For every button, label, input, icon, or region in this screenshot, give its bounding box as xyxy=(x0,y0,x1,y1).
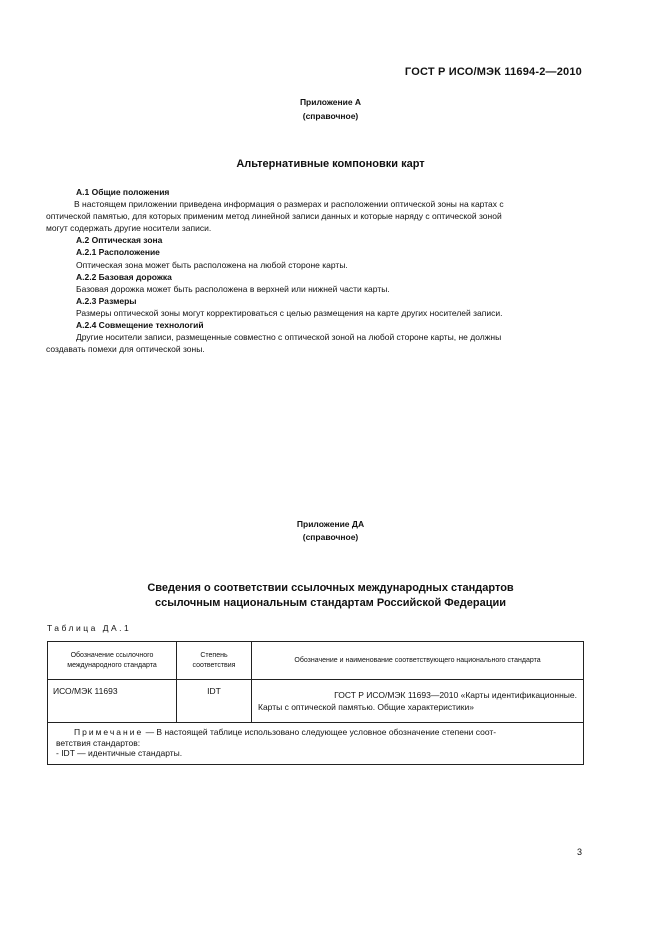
document-header-id: ГОСТ Р ИСО/МЭК 11694-2—2010 xyxy=(404,66,582,78)
section-a21-heading: А.2.1 Расположение xyxy=(76,247,160,258)
cell-text-line: Карты с оптической памятью. Общие характеристики» xyxy=(258,702,474,712)
note-line: ветствия стандартов: xyxy=(56,737,141,748)
section-a1-heading: А.1 Общие положения xyxy=(76,187,170,197)
cell-national-standard xyxy=(252,680,584,723)
appendix-da-title-line1: Сведения о соответствии ссылочных международных стандартов xyxy=(147,582,514,594)
header-cell-national-standard xyxy=(252,642,584,680)
table-caption: Таблица ДА.1 xyxy=(47,623,132,633)
cell-text: ИСО/МЭК 11693 xyxy=(53,686,118,696)
cell-text: IDT xyxy=(207,686,221,696)
header-cell-intl-standard xyxy=(48,642,177,680)
header-text: международного стандарта xyxy=(67,661,157,669)
section-a2-heading: А.2 Оптическая зона xyxy=(76,235,163,246)
appendix-a-type: (справочное) xyxy=(302,111,359,121)
appendix-a-label: Приложение А xyxy=(299,97,362,107)
table-note-row xyxy=(48,723,584,765)
cell-text-line: ГОСТ Р ИСО/МЭК 11693—2010 «Карты идентификационные. xyxy=(334,690,577,700)
header-text: Степень xyxy=(200,651,228,659)
section-a23-heading: А.2.3 Размеры xyxy=(76,295,137,306)
appendix-a-body xyxy=(46,186,584,355)
section-a24-text-line: Другие носители записи, размещенные совместно с оптической зоной на любой стороне карты, не должны xyxy=(76,332,502,343)
table-header-row xyxy=(48,642,584,680)
section-a23-text: Размеры оптической зоны могут корректироваться с целью размещения на карте других носителей записи. xyxy=(76,307,503,318)
note-line xyxy=(56,727,575,738)
standards-table xyxy=(47,641,584,765)
appendix-da-title-line2: ссылочным национальным стандартам Российской Федерации xyxy=(154,597,507,609)
appendix-da-label: Приложение ДА xyxy=(296,519,365,529)
note-text: — В настоящей таблице использовано следующее условное обозначение степени соот- xyxy=(143,727,497,737)
cell-intl-standard xyxy=(48,680,177,723)
section-a1-text-line: оптической памятью, для которых применим метод линейной записи данных и которые наряду с оптической зоной xyxy=(46,211,502,222)
page-number: 3 xyxy=(576,847,582,857)
section-a24-text-line: создавать помехи для оптической зоны. xyxy=(46,344,205,355)
section-a22-heading: А.2.2 Базовая дорожка xyxy=(76,271,172,282)
table-row xyxy=(48,680,584,723)
section-a24-heading: А.2.4 Совмещение технологий xyxy=(76,320,204,331)
cell-degree xyxy=(177,680,252,723)
header-text: Обозначение ссылочного xyxy=(70,651,154,659)
appendix-a-title: Альтернативные компоновки карт xyxy=(236,158,425,170)
note-line: - IDT — идентичные стандарты. xyxy=(56,748,183,758)
header-text: соответствия xyxy=(192,661,236,669)
section-a22-text: Базовая дорожка может быть расположена в верхней или нижней части карты. xyxy=(76,283,390,294)
note-label: Примечание xyxy=(74,727,144,737)
table-note xyxy=(48,723,584,765)
section-a21-text: Оптическая зона может быть расположена на любой стороне карты. xyxy=(76,259,348,270)
header-cell-degree xyxy=(177,642,252,680)
section-a1-text-line: В настоящем приложении приведена информация о размерах и расположении оптической зоны на картах с xyxy=(74,199,504,210)
header-text: Обозначение и наименование соответствующего национального стандарта xyxy=(294,656,541,664)
appendix-da-type: (справочное) xyxy=(302,532,359,542)
section-a1-text-line: могут содержать другие носители записи. xyxy=(46,223,212,234)
